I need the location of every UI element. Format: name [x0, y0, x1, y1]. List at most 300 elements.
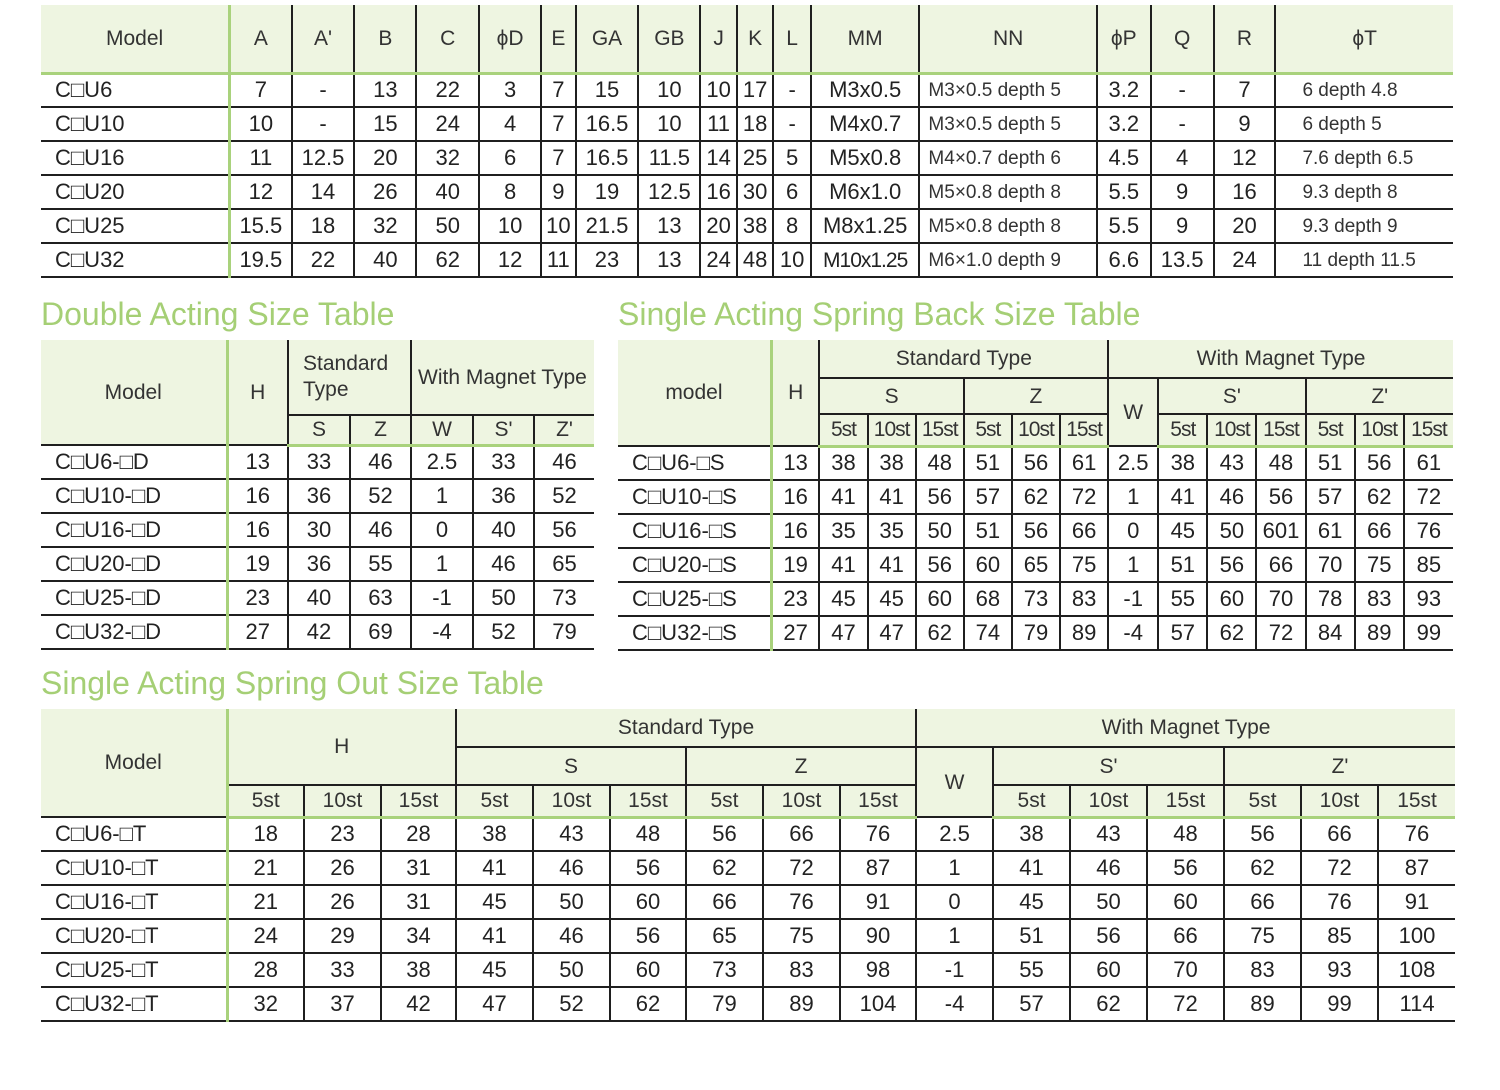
subgroup-header-s: S	[819, 378, 963, 414]
table-cell: 66	[1224, 885, 1301, 919]
table-cell: 91	[840, 885, 916, 919]
table-cell: 29	[304, 919, 381, 953]
table-cell: 73	[534, 581, 594, 615]
table-cell: 22	[292, 243, 355, 277]
table-row	[41, 953, 1455, 987]
col-header: MM	[811, 5, 920, 73]
table-cell: 0	[411, 513, 473, 547]
table-cell: 11 depth 11.5	[1275, 243, 1453, 277]
table-cell: 108	[1378, 953, 1455, 987]
stroke-header: 5st	[819, 414, 867, 446]
table-row	[41, 141, 1453, 175]
col-header: B	[354, 5, 416, 73]
table-cell: 18	[292, 209, 355, 243]
model-cell: C□U20-□S	[618, 548, 771, 582]
table-cell: 9	[1214, 107, 1276, 141]
table-cell: 52	[534, 479, 594, 513]
table-cell: 6.6	[1097, 243, 1151, 277]
spring-back-table	[618, 340, 1453, 651]
col-header-model: model	[618, 340, 771, 446]
table-row	[41, 615, 594, 649]
table-cell: 62	[1012, 480, 1060, 514]
col-header-s: S	[288, 415, 350, 445]
table-row	[41, 885, 1455, 919]
table-cell: 75	[1355, 548, 1404, 582]
col-header: A	[230, 5, 292, 73]
table-cell: 16	[771, 480, 819, 514]
table-cell: 85	[1404, 548, 1453, 582]
table-cell: 66	[1147, 919, 1224, 953]
table-cell: 25	[737, 141, 774, 175]
table-row	[41, 581, 594, 615]
table-row	[41, 919, 1455, 953]
table-cell: 4	[479, 107, 541, 141]
table-cell: 57	[1158, 616, 1207, 650]
table-cell: 38	[456, 817, 533, 851]
group-header-magnet: With Magnet Type	[1108, 340, 1453, 378]
table-cell: 41	[868, 548, 916, 582]
table-cell: 76	[1378, 817, 1455, 851]
subgroup-header-s-prime: S'	[993, 747, 1224, 785]
table-cell: 9	[541, 175, 575, 209]
table-cell: 57	[993, 987, 1070, 1021]
table-cell: 62	[416, 243, 479, 277]
table-cell: 51	[964, 514, 1012, 548]
table-cell: 43	[533, 817, 610, 851]
table-cell: 35	[868, 514, 916, 548]
table-cell: 26	[304, 885, 381, 919]
table-cell: 41	[993, 851, 1070, 885]
table-cell: 56	[1224, 817, 1301, 851]
stroke-header: 10st	[1012, 414, 1060, 446]
table-cell: 40	[354, 243, 416, 277]
table-cell: 20	[700, 209, 737, 243]
stroke-header: 5st	[993, 785, 1070, 817]
table-cell: -1	[916, 953, 993, 987]
table-cell: 66	[1256, 548, 1305, 582]
table-cell: 55	[1158, 582, 1207, 616]
table-cell: 30	[737, 175, 774, 209]
table-cell: 62	[1207, 616, 1256, 650]
table-cell: 41	[819, 548, 867, 582]
table-cell: 7.6 depth 6.5	[1275, 141, 1453, 175]
table-cell: 33	[473, 445, 534, 479]
table-cell: 40	[288, 581, 350, 615]
col-header-model: Model	[41, 340, 227, 445]
model-cell: C□U32	[41, 243, 230, 277]
table-cell: 46	[350, 513, 411, 547]
spring-out-title: Single Acting Spring Out Size Table	[41, 665, 544, 701]
table-cell: 56	[1256, 480, 1305, 514]
col-header: ϕT	[1275, 5, 1453, 73]
table-cell: 66	[686, 885, 763, 919]
table-cell: 79	[1012, 616, 1060, 650]
table-cell: 76	[1404, 514, 1453, 548]
table-cell: 87	[840, 851, 916, 885]
stroke-header: 5st	[686, 785, 763, 817]
table-cell: 8	[773, 209, 811, 243]
table-cell: 20	[1214, 209, 1276, 243]
table-cell: 14	[292, 175, 355, 209]
col-header: Q	[1151, 5, 1214, 73]
table-cell: 89	[1224, 987, 1301, 1021]
table-cell: 60	[610, 953, 686, 987]
table-cell: 60	[610, 885, 686, 919]
table-cell: 56	[1207, 548, 1256, 582]
table-row	[41, 547, 594, 581]
subgroup-header-z: Z	[964, 378, 1108, 414]
table-row	[41, 851, 1455, 885]
table-cell: 21	[227, 885, 304, 919]
table-cell: 16.5	[576, 141, 639, 175]
table-cell: 47	[819, 616, 867, 650]
table-cell: M6x1.0	[811, 175, 920, 209]
table-cell: 72	[1060, 480, 1108, 514]
spring-out-table	[41, 709, 1455, 1022]
table-cell: M3×0.5 depth 5	[919, 73, 1097, 107]
table-cell: -	[1151, 107, 1214, 141]
col-header: E	[541, 5, 575, 73]
stroke-header: 5st	[1224, 785, 1301, 817]
table-cell: 83	[763, 953, 840, 987]
col-header: K	[737, 5, 774, 73]
table-cell: 72	[1301, 851, 1378, 885]
table-cell: 76	[1301, 885, 1378, 919]
table-cell: 57	[1306, 480, 1355, 514]
table-cell: 41	[456, 919, 533, 953]
table-cell: 12.5	[638, 175, 700, 209]
table-cell: 10	[541, 209, 575, 243]
table-cell: 10	[773, 243, 811, 277]
table-cell: 48	[737, 243, 774, 277]
table-cell: 16.5	[576, 107, 639, 141]
table-cell: 98	[840, 953, 916, 987]
table-cell: 23	[771, 582, 819, 616]
table-cell: 1	[1108, 548, 1158, 582]
table-cell: 52	[350, 479, 411, 513]
table-cell: 8	[479, 175, 541, 209]
model-cell: C□U20-□T	[41, 919, 227, 953]
table-cell: 76	[763, 885, 840, 919]
table-cell: 31	[381, 885, 456, 919]
table-cell: 45	[456, 953, 533, 987]
model-cell: C□U20-□D	[41, 547, 227, 581]
table-cell: 40	[473, 513, 534, 547]
table-cell: 20	[354, 141, 416, 175]
table-cell: 24	[416, 107, 479, 141]
table-cell: 16	[227, 479, 288, 513]
table-cell: 22	[416, 73, 479, 107]
table-cell: 72	[1256, 616, 1305, 650]
table-cell: 62	[1355, 480, 1404, 514]
stroke-header: 5st	[964, 414, 1012, 446]
table-cell: 63	[350, 581, 411, 615]
table-cell: 41	[868, 480, 916, 514]
table-cell: 51	[993, 919, 1070, 953]
table-cell: 5.5	[1097, 209, 1151, 243]
table-cell: 89	[763, 987, 840, 1021]
table-cell: 93	[1404, 582, 1453, 616]
table-cell: 57	[964, 480, 1012, 514]
table-cell: -1	[1108, 582, 1158, 616]
table-cell: 75	[1224, 919, 1301, 953]
table-cell: 15	[576, 73, 639, 107]
table-cell: 0	[916, 885, 993, 919]
table-cell: 27	[227, 615, 288, 649]
table-cell: 79	[686, 987, 763, 1021]
table-cell: 89	[1355, 616, 1404, 650]
table-cell: 21	[227, 851, 304, 885]
table-cell: 19	[771, 548, 819, 582]
table-cell: 17	[737, 73, 774, 107]
table-cell: 38	[737, 209, 774, 243]
table-cell: 19	[227, 547, 288, 581]
table-row	[41, 479, 594, 513]
table-cell: 50	[533, 953, 610, 987]
table-cell: 13	[771, 446, 819, 480]
table-cell: 15	[354, 107, 416, 141]
table-cell: -4	[1108, 616, 1158, 650]
model-cell: C□U32-□T	[41, 987, 227, 1021]
table-cell: 46	[533, 851, 610, 885]
table-row	[41, 987, 1455, 1021]
table-cell: 48	[916, 446, 964, 480]
model-cell: C□U10-□D	[41, 479, 227, 513]
table-cell: 55	[993, 953, 1070, 987]
table-cell: 16	[700, 175, 737, 209]
table-cell: 18	[737, 107, 774, 141]
table-cell: 51	[964, 446, 1012, 480]
table-cell: 83	[1355, 582, 1404, 616]
col-header: NN	[919, 5, 1097, 73]
table-cell: 11	[700, 107, 737, 141]
table-cell: 2.5	[916, 817, 993, 851]
table-cell: 11	[541, 243, 575, 277]
table-cell: 73	[686, 953, 763, 987]
model-cell: C□U25	[41, 209, 230, 243]
table-cell: 72	[1147, 987, 1224, 1021]
table-row	[41, 243, 1453, 277]
model-cell: C□U20	[41, 175, 230, 209]
table-cell: 47	[868, 616, 916, 650]
table-cell: 51	[1306, 446, 1355, 480]
table-cell: 0	[1108, 514, 1158, 548]
table-cell: 16	[227, 513, 288, 547]
stroke-header: 10st	[533, 785, 610, 817]
table-cell: -	[773, 73, 811, 107]
table-cell: 43	[1207, 446, 1256, 480]
stroke-header: 10st	[304, 785, 381, 817]
table-cell: 1	[411, 547, 473, 581]
table-cell: 1	[916, 919, 993, 953]
table-cell: 70	[1306, 548, 1355, 582]
table-cell: 11	[230, 141, 292, 175]
table-cell: 79	[534, 615, 594, 649]
table-cell: 6 depth 4.8	[1275, 73, 1453, 107]
table-cell: M5×0.8 depth 8	[919, 209, 1097, 243]
model-cell: C□U10	[41, 107, 230, 141]
table-cell: 104	[840, 987, 916, 1021]
table-cell: -1	[411, 581, 473, 615]
table-row	[618, 446, 1453, 480]
table-cell: 61	[1404, 446, 1453, 480]
table-cell: 7	[541, 141, 575, 175]
table-cell: 56	[1355, 446, 1404, 480]
table-cell: 16	[1214, 175, 1276, 209]
table-cell: 45	[1158, 514, 1207, 548]
table-cell: 70	[1147, 953, 1224, 987]
table-cell: 56	[916, 480, 964, 514]
table-cell: 36	[288, 479, 350, 513]
table-cell: 46	[350, 445, 411, 479]
stroke-header: 15st	[1147, 785, 1224, 817]
table-cell: 43	[1070, 817, 1147, 851]
col-header-w: W	[916, 747, 993, 817]
table-cell: 50	[1207, 514, 1256, 548]
table-cell: 23	[576, 243, 639, 277]
col-header: ϕD	[479, 5, 541, 73]
table-cell: 40	[416, 175, 479, 209]
stroke-header: 10st	[1301, 785, 1378, 817]
table-cell: 69	[350, 615, 411, 649]
col-header: GA	[576, 5, 639, 73]
table-cell: 16	[771, 514, 819, 548]
table-cell: 3.2	[1097, 107, 1151, 141]
table-cell: 12.5	[292, 141, 355, 175]
table-cell: 13	[638, 243, 700, 277]
model-cell: C□U16-□D	[41, 513, 227, 547]
col-header: J	[700, 5, 737, 73]
table-cell: 19.5	[230, 243, 292, 277]
table-cell: 87	[1378, 851, 1455, 885]
table-cell: 48	[1147, 817, 1224, 851]
table-cell: 13	[227, 445, 288, 479]
table-cell: M5x0.8	[811, 141, 920, 175]
table-cell: 28	[227, 953, 304, 987]
table-cell: 93	[1301, 953, 1378, 987]
stroke-header: 15st	[916, 414, 964, 446]
table-cell: 32	[227, 987, 304, 1021]
table-cell: 61	[1306, 514, 1355, 548]
col-header-w: W	[1108, 378, 1158, 446]
table-cell: 24	[227, 919, 304, 953]
table-cell: 41	[456, 851, 533, 885]
table-cell: 83	[1060, 582, 1108, 616]
table-cell: 24	[1214, 243, 1276, 277]
table-cell: 90	[840, 919, 916, 953]
table-cell: 3.2	[1097, 73, 1151, 107]
table-cell: 2.5	[411, 445, 473, 479]
table-cell: 31	[381, 851, 456, 885]
table-cell: 114	[1378, 987, 1455, 1021]
table-cell: 84	[1306, 616, 1355, 650]
table-cell: 26	[354, 175, 416, 209]
table-cell: M3x0.5	[811, 73, 920, 107]
model-cell: C□U25-□T	[41, 953, 227, 987]
table-cell: 56	[1070, 919, 1147, 953]
table-cell: 32	[416, 141, 479, 175]
table-cell: 13	[638, 209, 700, 243]
table-cell: 50	[533, 885, 610, 919]
table-cell: 45	[456, 885, 533, 919]
model-cell: C□U6-□T	[41, 817, 227, 851]
table-cell: 50	[416, 209, 479, 243]
table-cell: 72	[1404, 480, 1453, 514]
table-cell: 56	[1012, 446, 1060, 480]
table-cell: 56	[534, 513, 594, 547]
col-header: A'	[292, 5, 355, 73]
table-cell: 47	[456, 987, 533, 1021]
table-cell: -	[292, 73, 355, 107]
table-cell: 10	[700, 73, 737, 107]
table-cell: 76	[840, 817, 916, 851]
table-cell: 34	[381, 919, 456, 953]
table-cell: 45	[993, 885, 1070, 919]
table-cell: 13	[354, 73, 416, 107]
stroke-header: 15st	[1060, 414, 1108, 446]
table-cell: 601	[1256, 514, 1305, 548]
dimension-table	[41, 5, 1453, 278]
table-cell: -4	[916, 987, 993, 1021]
table-cell: 9.3 depth 8	[1275, 175, 1453, 209]
table-cell: 46	[1207, 480, 1256, 514]
table-cell: 75	[763, 919, 840, 953]
table-cell: 15.5	[230, 209, 292, 243]
table-row	[41, 513, 594, 547]
table-cell: 5	[773, 141, 811, 175]
table-cell: 33	[304, 953, 381, 987]
col-header: GB	[638, 5, 700, 73]
col-header-s-prime: S'	[473, 415, 534, 445]
table-cell: 66	[763, 817, 840, 851]
table-cell: 62	[610, 987, 686, 1021]
table-cell: 46	[534, 445, 594, 479]
table-row	[618, 616, 1453, 650]
stroke-header: 15st	[840, 785, 916, 817]
table-cell: M4x0.7	[811, 107, 920, 141]
col-header: R	[1214, 5, 1276, 73]
table-cell: 21.5	[576, 209, 639, 243]
table-cell: 13.5	[1151, 243, 1214, 277]
group-header-standard: Standard Type	[288, 340, 411, 415]
table-cell: 66	[1060, 514, 1108, 548]
table-row	[41, 107, 1453, 141]
model-cell: C□U6-□D	[41, 445, 227, 479]
table-cell: 9	[1151, 209, 1214, 243]
table-cell: M3×0.5 depth 5	[919, 107, 1097, 141]
table-cell: 65	[534, 547, 594, 581]
table-cell: 100	[1378, 919, 1455, 953]
table-cell: M10x1.25	[811, 243, 920, 277]
table-cell: 42	[288, 615, 350, 649]
table-cell: 6	[773, 175, 811, 209]
table-cell: 4	[1151, 141, 1214, 175]
group-header-magnet: With Magnet Type	[411, 340, 594, 415]
table-row	[618, 480, 1453, 514]
table-row	[41, 817, 1455, 851]
table-cell: 65	[686, 919, 763, 953]
table-cell: 12	[479, 243, 541, 277]
table-cell: -	[1151, 73, 1214, 107]
col-header-w: W	[411, 415, 473, 445]
table-cell: 46	[1070, 851, 1147, 885]
stroke-header: 5st	[227, 785, 304, 817]
table-cell: 75	[1060, 548, 1108, 582]
model-cell: C□U25-□S	[618, 582, 771, 616]
table-cell: 62	[916, 616, 964, 650]
table-cell: 56	[686, 817, 763, 851]
table-cell: 10	[230, 107, 292, 141]
